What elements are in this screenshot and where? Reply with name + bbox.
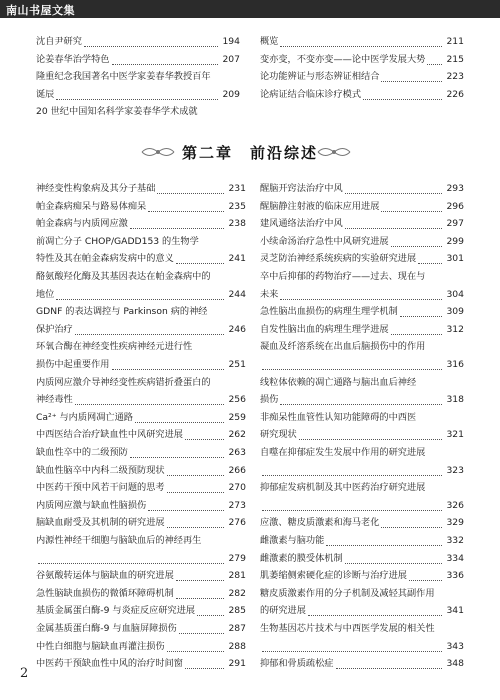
toc-entry-title: 概览 — [260, 36, 279, 47]
toc-page-number: 297 — [446, 218, 464, 230]
toc-entry-title: 线粒体依赖的凋亡通路与脑出血后神经 — [260, 376, 417, 388]
toc-entry-title: 急性脑缺血损伤的微循环障碍机制 — [36, 587, 174, 599]
toc-entry-title: 论功能辨证与形态辨证相结合 — [260, 71, 380, 83]
toc-leader — [308, 615, 442, 616]
toc-leader — [148, 211, 224, 212]
toc-entry-title: 隆重纪念我国著名中医学家姜春华教授百年 — [36, 71, 211, 83]
toc-entry-title: 凝血及纤溶系统在出血后脑损伤中的作用 — [260, 341, 426, 353]
toc-entry-title: 论病证结合临床诊疗模式 — [260, 88, 362, 100]
toc-entry-title: 基质金属蛋白酶-9 与炎症反应研究进展 — [36, 605, 196, 617]
toc-entry-title: 帕金森病痴呆与路易体痴呆 — [36, 200, 147, 212]
toc-leader — [167, 651, 224, 652]
toc-page-number: 273 — [228, 499, 246, 511]
toc-leader — [75, 334, 224, 335]
toc-entry-title: 灵芝防治神经系统疾病的实验研究进展 — [260, 253, 417, 265]
toc-page-number: 235 — [228, 200, 246, 212]
toc-page-number: 301 — [446, 253, 464, 265]
toc-leader — [135, 422, 224, 423]
toc-entry-title: 中医药干预中风若干问题的思考 — [36, 482, 165, 494]
toc-page-number: 194 — [222, 36, 240, 47]
toc-page-number: 209 — [222, 88, 240, 100]
toc-page-number: 318 — [446, 394, 464, 406]
toc-page-number: 312 — [446, 323, 464, 335]
toc-entry-title: 自发性脑出血的病理生理学进展 — [260, 323, 389, 335]
toc-entry-title: 内源性神经干细胞与脑缺血后的神经再生 — [36, 535, 202, 546]
toc-leader — [176, 263, 224, 264]
toc-leader — [280, 404, 442, 405]
toc-page-number: 341 — [446, 605, 464, 617]
toc-entry-title: 帕金森病与内质网应激 — [36, 218, 128, 230]
toc-entry-title: 内质网应激介导神经变性疾病错折叠蛋白的 — [36, 376, 211, 388]
toc-entry-title: 神经变性构象病及其分子基础 — [36, 183, 156, 194]
toc-entry-title: 地位 — [36, 288, 55, 300]
toc-leader — [262, 651, 442, 652]
toc-page-number: 334 — [446, 552, 464, 564]
toc-page-number: 238 — [228, 218, 246, 230]
toc-page-number: 299 — [446, 235, 464, 247]
toc-leader — [167, 527, 224, 528]
toc-page-number: 251 — [228, 358, 246, 370]
toc-entry-title: 肌萎缩侧索硬化症的诊断与治疗进展 — [260, 570, 407, 582]
toc-leader — [176, 580, 224, 581]
toc-entry-title: 沈自尹研究 — [36, 36, 82, 47]
toc-page-number: 259 — [228, 411, 246, 423]
toc-page-number: 244 — [228, 288, 246, 300]
toc-leader — [84, 46, 218, 47]
toc-entry-title: 中性白细胞与脑缺血再灌注损伤 — [36, 640, 165, 652]
toc-leader — [130, 228, 224, 229]
toc-page-number: 321 — [446, 429, 464, 441]
toc-page-number: 256 — [228, 394, 246, 406]
toc-page-number: 282 — [228, 587, 246, 599]
toc-leader — [409, 580, 442, 581]
right-ornament-icon — [316, 144, 352, 160]
toc-page-number: 231 — [228, 183, 246, 194]
toc-entry-title: 研究现状 — [260, 429, 297, 441]
toc-entry-title: 论姜春华治学特色 — [36, 53, 110, 65]
toc-page-number: 281 — [228, 570, 246, 582]
toc-page-number: 332 — [446, 535, 464, 546]
toc-leader — [345, 563, 442, 564]
toc-leader — [326, 545, 442, 546]
toc-entry-title: GDNF 的表达调控与 Parkinson 病的神经 — [36, 306, 208, 318]
toc-entry-title: 金属基质蛋白酶-9 与血脑屏障损伤 — [36, 623, 177, 634]
toc-leader — [391, 334, 442, 335]
toc-page-number: 316 — [446, 358, 464, 370]
toc-page-number: 223 — [446, 71, 464, 83]
toc-entry-title: 诞辰 — [36, 88, 55, 100]
toc-page-number: 262 — [228, 429, 246, 441]
toc-page-number: 326 — [446, 499, 464, 511]
toc-leader — [56, 99, 218, 100]
toc-entry-title: 小续命汤治疗急性中风研究进展 — [260, 235, 389, 247]
toc-entry-title: 内质网应激与缺血性脑损伤 — [36, 499, 147, 511]
toc-leader — [167, 492, 224, 493]
toc-entry-title: 抑郁症发病机制及其中医药治疗研究进展 — [260, 482, 426, 494]
toc-entry-title: 建风通络法治疗中风 — [260, 218, 343, 230]
toc-leader — [167, 475, 224, 476]
toc-entry-title: 应激、糖皮质激素和海马老化 — [260, 517, 380, 529]
toc-leader — [56, 299, 224, 300]
toc-page-number: 287 — [228, 623, 246, 634]
toc-entry-title: 神经毒性 — [36, 394, 73, 406]
toc-entry-title: 自噬在抑郁症发生发展中作用的研究进展 — [260, 447, 426, 458]
toc-entry-title: 急性脑出血损伤的病理生理学机制 — [260, 306, 398, 318]
toc-page-number: 276 — [228, 517, 246, 529]
chapter-heading — [0, 140, 500, 164]
toc-leader — [427, 64, 442, 65]
toc-page-number: 263 — [228, 447, 246, 458]
toc-page-number: 296 — [446, 200, 464, 212]
toc-entry-title: 醒脑静注射液的临床应用进展 — [260, 200, 380, 212]
toc-entry-title: 醒脑开窍法治疗中风 — [260, 183, 343, 194]
toc-entry-title: 中西医结合治疗缺血性中风研究进展 — [36, 429, 183, 441]
toc-page-number: 211 — [446, 36, 464, 47]
toc-page-number: 266 — [228, 464, 246, 476]
toc-entry-title: 谷氨酸转运体与脑缺血的研究进展 — [36, 570, 174, 582]
toc-leader — [38, 563, 224, 564]
chapter-title: 第二章 前沿综述 — [182, 144, 319, 162]
toc-leader — [381, 211, 442, 212]
toc-entry-title: 雌激素的膜受体机制 — [260, 552, 343, 564]
toc-page-number: 329 — [446, 517, 464, 529]
toc-leader — [400, 316, 442, 317]
toc-leader — [157, 193, 224, 194]
toc-entry-title: 20 世纪中国知名科学家姜春华学术成就 — [36, 106, 198, 118]
toc-leader — [185, 439, 224, 440]
toc-leader — [130, 457, 224, 458]
toc-entry-title: 雌激素与脑功能 — [260, 535, 325, 546]
toc-entry-title: 损伤中起重要作用 — [36, 358, 110, 370]
toc-entry-title: 损伤 — [260, 394, 279, 406]
left-ornament-icon — [140, 144, 176, 160]
toc-entry-title: Ca²⁺ 与内质网凋亡通路 — [36, 411, 133, 423]
toc-leader — [280, 299, 442, 300]
toc-page-number: 348 — [446, 658, 464, 670]
toc-leader — [112, 369, 224, 370]
toc-entry-title: 缺血性脑卒中内科二级预防现状 — [36, 464, 165, 476]
toc-entry-title: 抑郁和骨质疏松症 — [260, 658, 334, 670]
toc-page-number: 226 — [446, 88, 464, 100]
toc-page-number: 279 — [228, 552, 246, 564]
toc-leader — [363, 99, 442, 100]
toc-leader — [280, 46, 442, 47]
toc-leader — [75, 404, 224, 405]
toc-entry-title: 酪氨酸羟化酶及其基因表达在帕金森病中的 — [36, 271, 211, 282]
toc-entry-title: 生物基因芯片技术与中西医学发展的相关性 — [260, 623, 435, 634]
toc-leader — [262, 369, 442, 370]
toc-page-number: 241 — [228, 253, 246, 265]
toc-entry-title: 卒中后抑郁的药物治疗——过去、现在与 — [260, 271, 426, 282]
toc-page-number: 323 — [446, 464, 464, 476]
toc-entry-title: 前凋亡分子 CHOP/GADD153 的生物学 — [36, 235, 199, 247]
toc-entry-title: 非痴呆性血管性认知功能障碍的中西医 — [260, 411, 417, 423]
running-header — [0, 0, 500, 18]
toc-leader — [179, 633, 224, 634]
toc-page-number: 309 — [446, 306, 464, 318]
toc-page-number: 246 — [228, 323, 246, 335]
toc-leader — [381, 527, 442, 528]
toc-page-number: 215 — [446, 53, 464, 65]
toc-entry-title: 缺血性卒中的二级预防 — [36, 447, 128, 458]
toc-leader — [345, 228, 442, 229]
book-title: 南山书屋文集 — [6, 4, 75, 17]
toc-entry-title: 脑缺血耐受及其机制的研究进展 — [36, 517, 165, 529]
toc-page-number: 207 — [222, 53, 240, 65]
toc-page-number: 291 — [228, 658, 246, 670]
toc-leader — [185, 668, 224, 669]
toc-leader — [176, 598, 224, 599]
toc-leader — [148, 510, 224, 511]
page-number: 2 — [20, 666, 29, 681]
toc-entry-title: 糖皮质激素作用的分子机制及减轻其副作用 — [260, 587, 435, 599]
toc-leader — [345, 193, 442, 194]
toc-leader — [112, 64, 218, 65]
toc-leader — [197, 615, 224, 616]
toc-entry-title: 未来 — [260, 288, 279, 300]
toc-page-number: 288 — [228, 640, 246, 652]
toc-entry-title: 保护治疗 — [36, 323, 73, 335]
toc-entry-title: 变亦变，不变亦变——论中医学发展大势 — [260, 53, 426, 65]
toc-page-number: 343 — [446, 640, 464, 652]
toc-page-number: 270 — [228, 482, 246, 494]
toc-leader — [299, 439, 442, 440]
toc-leader — [418, 263, 442, 264]
toc-leader — [381, 81, 442, 82]
toc-leader — [336, 668, 442, 669]
toc-entry-title: 中医药干预缺血性中风的治疗时间窗 — [36, 658, 183, 670]
toc-entry-title: 特性及其在帕金森病发病中的意义 — [36, 253, 174, 265]
toc-entry-title: 的研究进展 — [260, 605, 306, 617]
toc-leader — [391, 246, 442, 247]
toc-page-number: 304 — [446, 288, 464, 300]
toc-page-number: 293 — [446, 183, 464, 194]
toc-page-number: 285 — [228, 605, 246, 617]
toc-leader — [262, 510, 442, 511]
toc-page-number: 336 — [446, 570, 464, 582]
toc-leader — [262, 475, 442, 476]
toc-entry-title: 环氧合酶在神经变性疾病神经元进行性 — [36, 341, 193, 353]
